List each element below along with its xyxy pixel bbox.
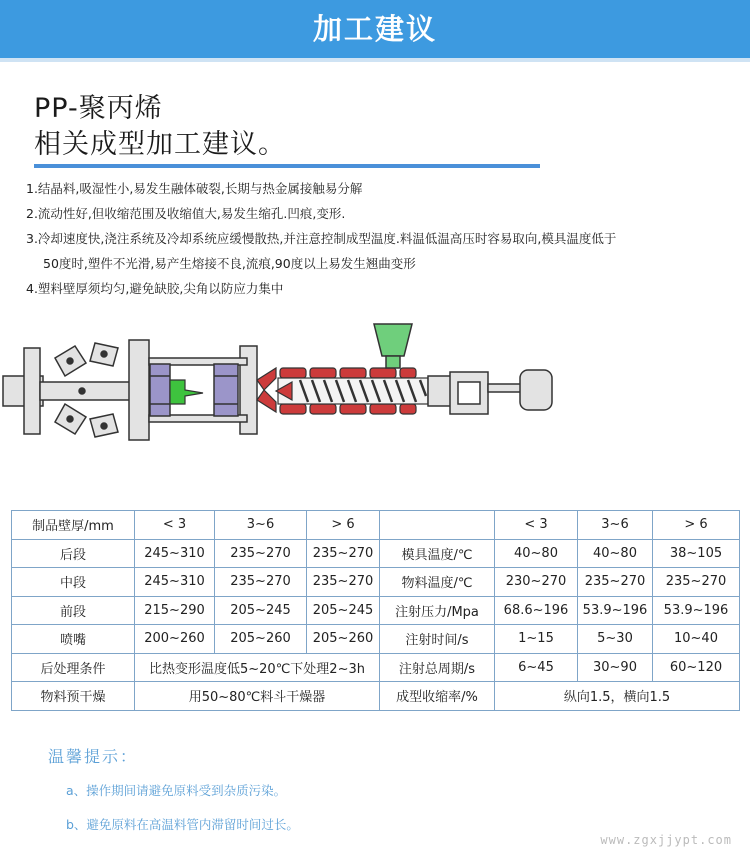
note-1: 1.结晶料,吸湿性小,易发生融体破裂,长期与热金属接触易分解 [26,181,363,196]
table-cell: < 3 [135,511,215,540]
table-cell: 235~270 [215,568,307,597]
table-row [12,511,740,540]
table-row [12,539,740,568]
table-cell: 245~310 [135,568,215,597]
table-cell: 模具温度/℃ [380,539,495,568]
page-subtitle: 相关成型加工建议。 [34,129,286,160]
table-cell: 前段 [12,596,135,625]
note-3-cont: 50度时,塑件不光滑,易产生熔接不良,流痕,90度以上易发生翘曲变形 [43,256,416,271]
table-cell: 物料预干燥 [12,682,135,711]
table-cell: 成型收缩率/% [380,682,495,711]
processing-notes [26,176,744,301]
table-cell: 后段 [12,539,135,568]
table-row [12,625,740,654]
table-cell: 纵向1.5，横向1.5 [495,682,740,711]
table-cell: 6~45 [495,653,578,682]
table-cell: 205~260 [215,625,307,654]
table-cell: 1~15 [495,625,578,654]
table-cell: 用50~80℃料斗干燥器 [135,682,380,711]
note-4: 4.塑料壁厚须均匀,避免缺胶,尖角以防应力集中 [26,281,284,296]
table-cell: 215~290 [135,596,215,625]
table-cell: 205~245 [215,596,307,625]
table-cell: 3~6 [215,511,307,540]
table-cell: 30~90 [578,653,653,682]
table-row [12,596,740,625]
table-row [12,682,740,711]
table-cell: 53.9~196 [653,596,740,625]
tip-item: b、避免原料在高温料管内滞留时间过长。 [66,817,299,832]
table-cell: 物料温度/℃ [380,568,495,597]
table-cell: 235~270 [307,568,380,597]
table-cell: 200~260 [135,625,215,654]
mold-halves [150,364,238,416]
table-cell: 38~105 [653,539,740,568]
injection-machine-diagram [0,318,560,458]
table-cell: 68.6~196 [495,596,578,625]
table-cell: 235~270 [653,568,740,597]
table-cell: 中段 [12,568,135,597]
tip-item: a、操作期间请避免原料受到杂质污染。 [66,783,287,798]
table-cell: 205~245 [307,596,380,625]
table-cell: 235~270 [307,539,380,568]
watermark: www.zgxjjypt.com [600,833,732,847]
tips-heading: 温馨提示： [48,747,139,766]
title-underline [34,164,540,168]
table-cell: > 6 [653,511,740,540]
table-row [12,653,740,682]
table-cell [380,511,495,540]
table-cell: 10~40 [653,625,740,654]
table-cell: 制品壁厚/mm [12,511,135,540]
table-cell: 40~80 [495,539,578,568]
table-cell: 40~80 [578,539,653,568]
note-3: 3.冷却速度快,浇注系统及冷却系统应缓慢散热,并注意控制成型温度.料温低温高压时容易取向,模具温度低于 [26,231,617,246]
table-cell: 60~120 [653,653,740,682]
injection-cylinder [428,370,552,414]
banner-divider [0,58,750,62]
note-2: 2.流动性好,但收缩范围及收缩值大,易发生缩孔.凹痕,变形. [26,206,346,221]
table-row [12,568,740,597]
table-cell: 235~270 [578,568,653,597]
table-cell: 比热变形温度低5~20℃下处理2~3h [135,653,380,682]
table-cell: 注射时间/s [380,625,495,654]
table-cell: 5~30 [578,625,653,654]
table-cell: 注射压力/Mpa [380,596,495,625]
table-cell: 3~6 [578,511,653,540]
table-cell: 注射总周期/s [380,653,495,682]
table-cell: 235~270 [215,539,307,568]
barrel-screw [276,378,428,404]
table-cell: 喷嘴 [12,625,135,654]
table-cell: 后处理条件 [12,653,135,682]
table-cell: 53.9~196 [578,596,653,625]
table-cell: > 6 [307,511,380,540]
page-title: PP-聚丙烯 [34,93,163,124]
mold-cavity [170,380,203,404]
page-banner: 加工建议 [0,0,750,58]
processing-parameters-table [11,510,740,711]
table-cell: 230~270 [495,568,578,597]
hopper [374,324,412,368]
table-cell: 245~310 [135,539,215,568]
table-cell: < 3 [495,511,578,540]
table-cell: 205~260 [307,625,380,654]
